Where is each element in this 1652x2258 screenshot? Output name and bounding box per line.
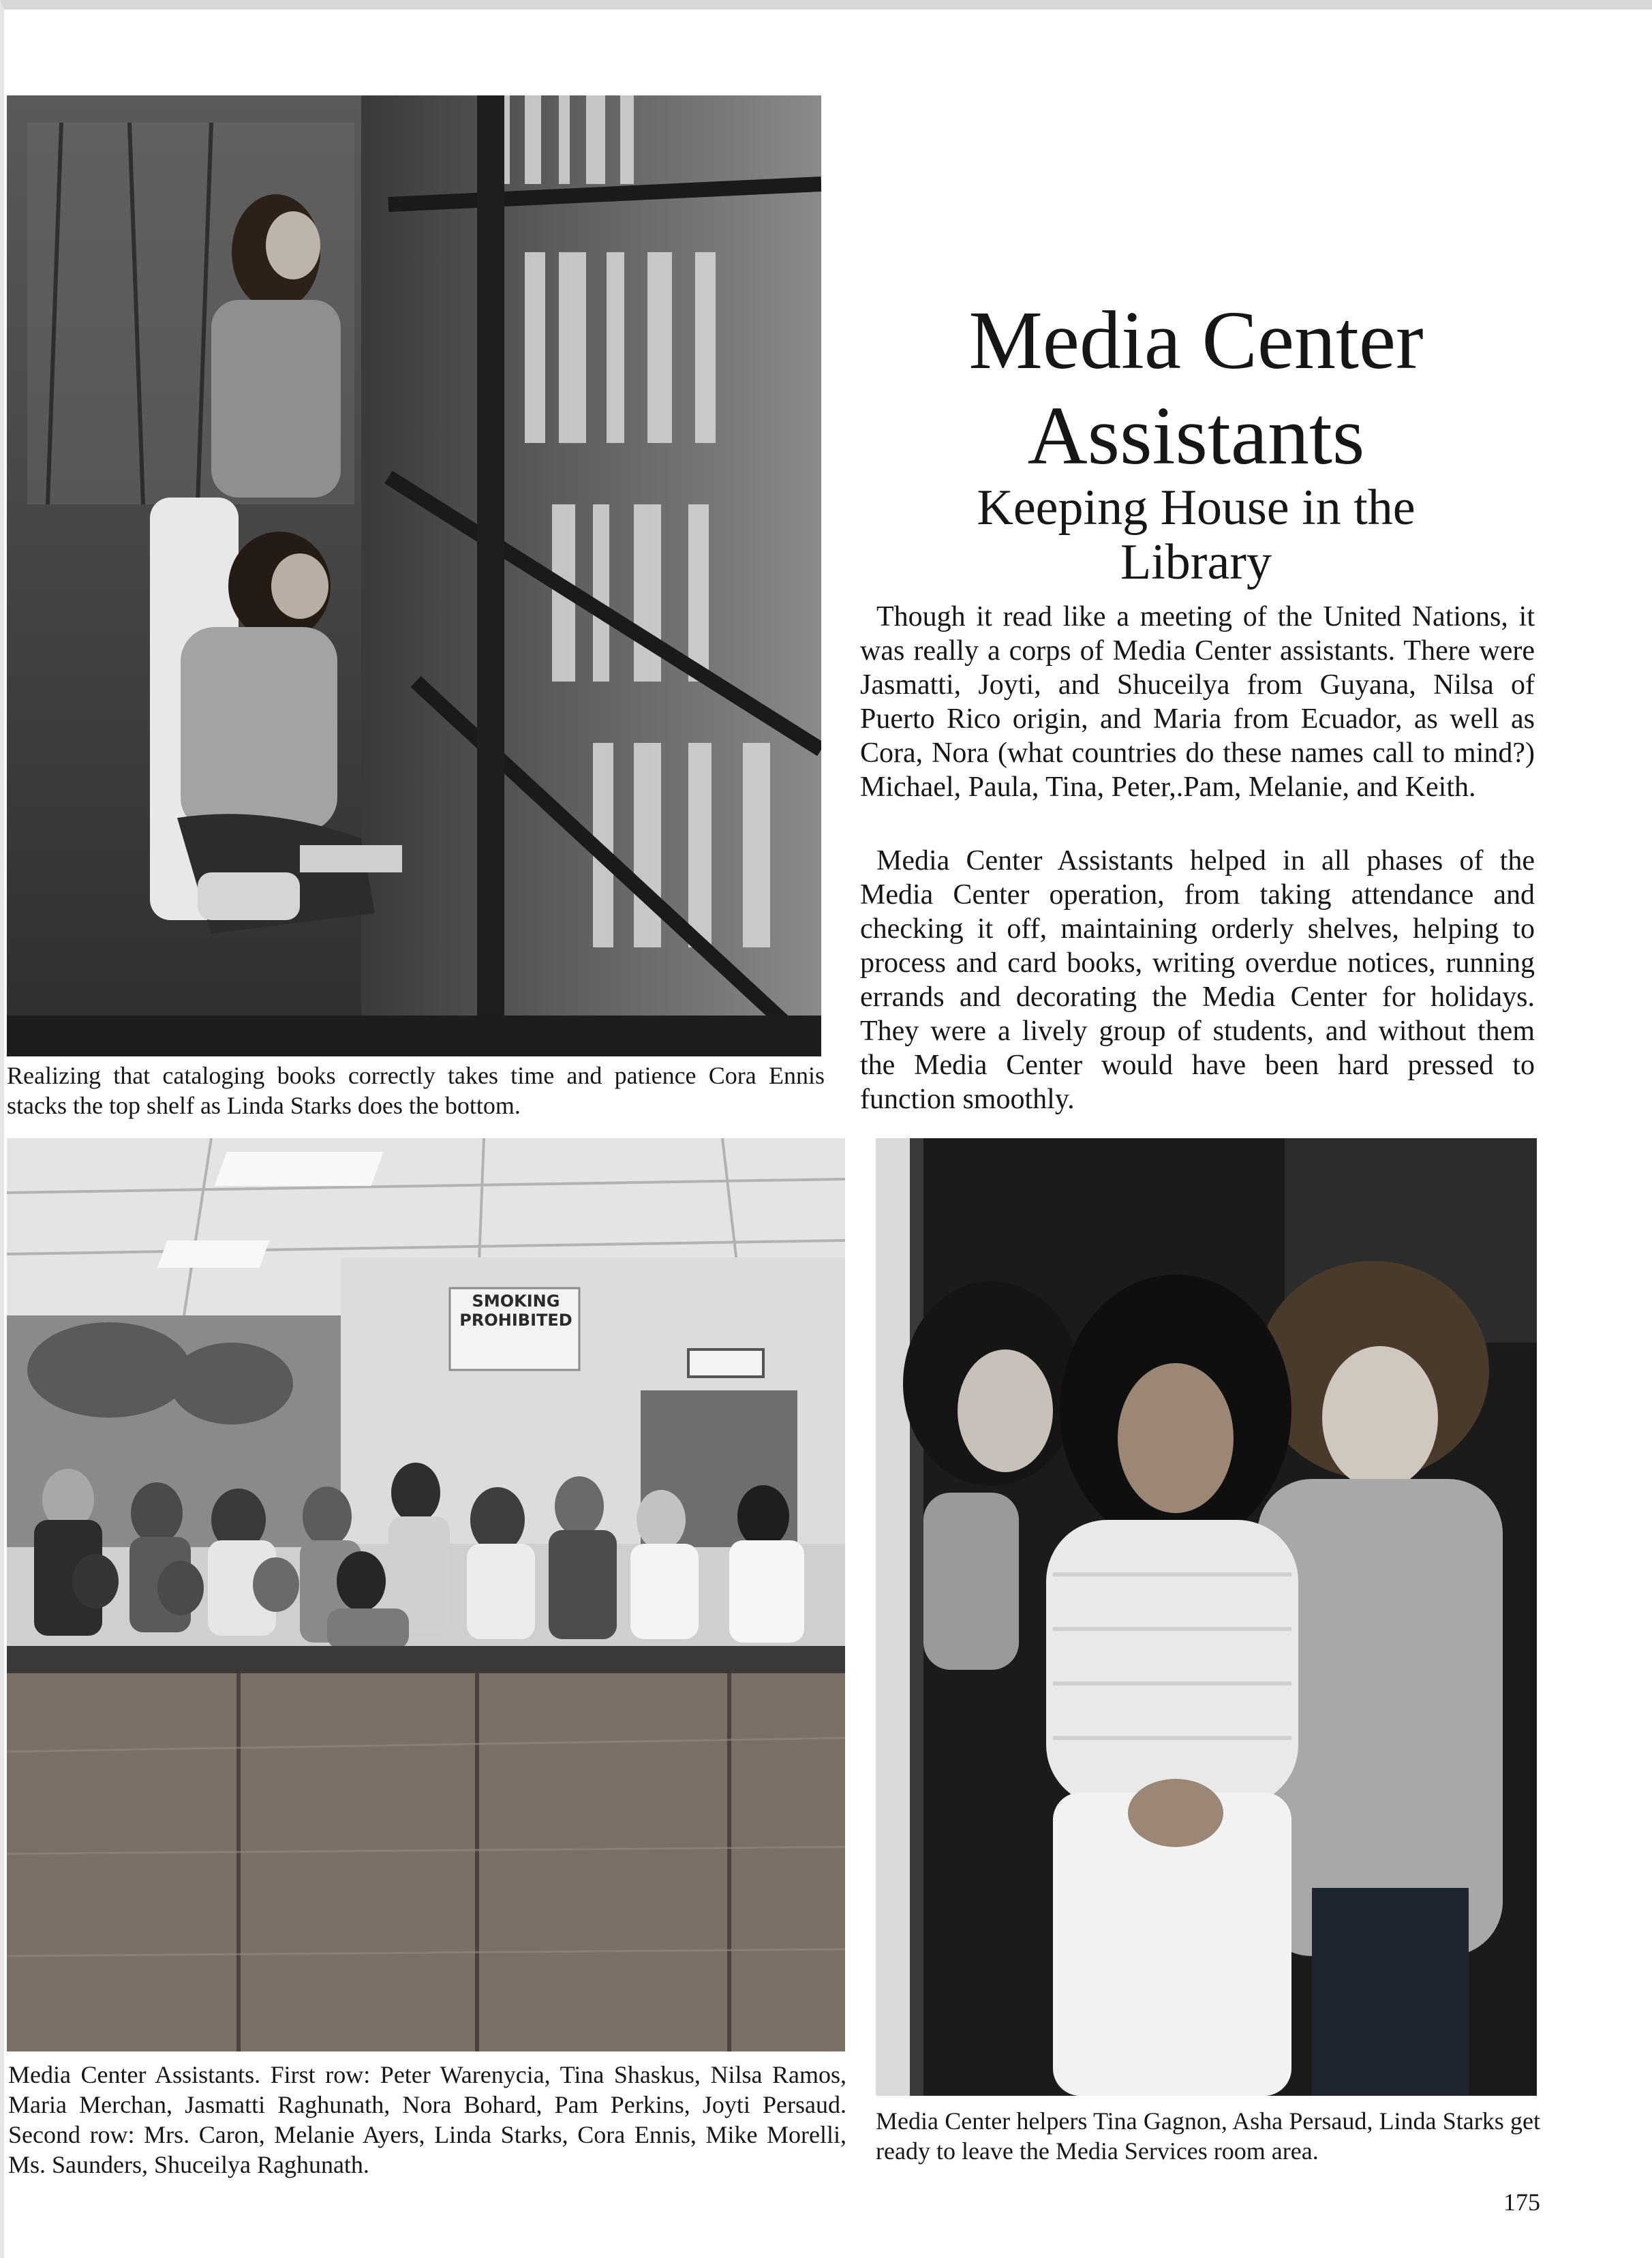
page-number: 175 bbox=[1503, 2188, 1540, 2216]
caption-group-assistants: Media Center Assistants. First row: Peter Warenycia, Tina Shaskus, Nilsa Ramos, Maria Merchan, Jasmatti Raghunath, Nora Bohard, Pam Perkins, Joyti Persaud. Second row: Mrs. Caron, Melanie Ayers, Linda Starks, Cora Ennis, Mike Morelli, Ms. Saunders, Shuceilya Raghunath. bbox=[8, 2061, 846, 2178]
photo-group-assistants bbox=[7, 1138, 845, 2051]
photo-media-helpers bbox=[876, 1138, 1537, 2096]
photo-library-stacks bbox=[7, 95, 821, 1056]
caption-library-stacks: Realizing that cataloging books correctly takes time and patience Cora Ennis stacks the top shelf as Linda Starks does the bottom. bbox=[7, 1062, 825, 1119]
smoking-sign-line2: PROHIBITED bbox=[459, 1311, 572, 1330]
caption-media-helpers: Media Center helpers Tina Gagnon, Asha Persaud, Linda Starks get ready to leave the Media Services room area. bbox=[876, 2107, 1540, 2165]
page-title-line2: Assistants bbox=[1027, 390, 1365, 482]
page-title: Media Center bbox=[968, 294, 1424, 386]
page-subtitle-line2: Library bbox=[1120, 534, 1272, 590]
smoking-sign-line1: SMOKING bbox=[472, 1292, 560, 1311]
body-paragraph-1: Though it read like a meeting of the United Nations, it was really a corps of Media Center assistants. There were Jasmatti, Joyti, and Shuceilya from Guyana, Nilsa of Puerto Rico origin, and Maria from Ecuador, as well as Cora, Nora (what countries do these names call to mind?) Michael, Paula, Tina, Peter,.Pam, Melanie, and Keith. bbox=[860, 601, 1535, 803]
body-paragraph-2: Media Center Assistants helped in all phases of the Media Center operation, from taking attendance and checking it off, maintaining orderly shelves, helping to process and card books, writing overdue notices, running errands and decorating the Media Center for holidays. They were a lively group of students, and without them the Media Center would have been hard pressed to function smoothly. bbox=[860, 845, 1535, 1115]
page-subtitle: Keeping House in the bbox=[977, 480, 1416, 536]
smoking-sign bbox=[458, 1292, 574, 1330]
